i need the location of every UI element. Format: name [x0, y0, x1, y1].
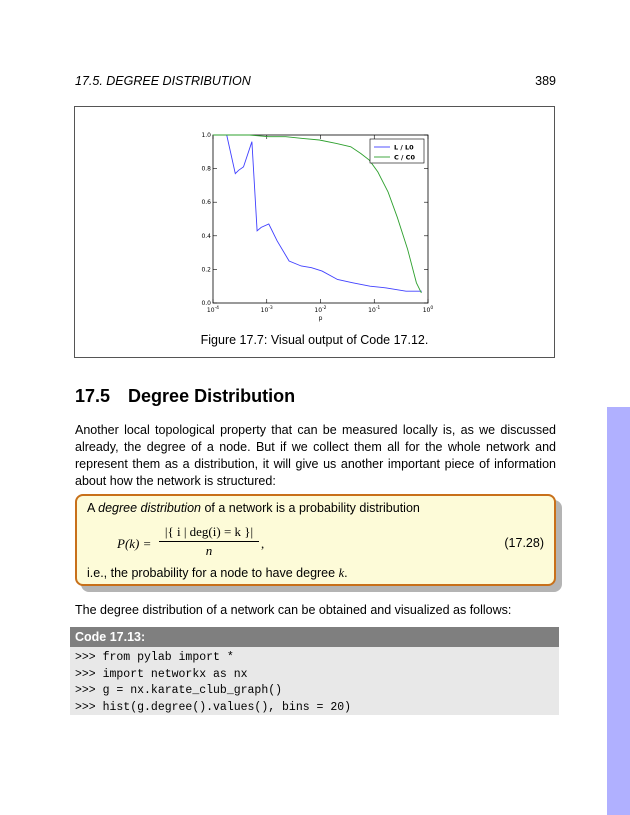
- definition-statement: [87, 501, 420, 515]
- x-tick-label: $10^0$: [422, 306, 434, 314]
- y-tick-label: 0.6: [201, 199, 211, 207]
- y-tick-label: 0.8: [201, 165, 211, 173]
- legend-label: L / L0: [394, 143, 414, 152]
- y-tick-label: 0.4: [201, 232, 211, 240]
- section-title: Degree Distribution: [128, 386, 296, 406]
- figure-box: [74, 106, 555, 358]
- running-head: [75, 74, 556, 90]
- x-tick-label: $10^{-4}$: [206, 306, 220, 314]
- y-tick-label: 1.0: [201, 132, 211, 139]
- formula-fraction: [159, 524, 259, 559]
- page-number: 389: [535, 74, 556, 88]
- formula-numerator: |{ i | deg(i) = k }|: [159, 524, 259, 542]
- definition-term: degree distribution: [98, 501, 201, 515]
- formula-denominator: n: [205, 543, 213, 558]
- formula-lhs: P(k) =: [117, 536, 152, 551]
- explanation-text: i.e., the probability for a node to have degree: [87, 566, 339, 580]
- equation-number: (17.28): [504, 536, 544, 550]
- chapter-side-tab: [607, 407, 630, 815]
- y-tick-label: 0.2: [201, 266, 211, 274]
- definition-explanation: [87, 566, 348, 581]
- y-tick-label: 0.0: [201, 300, 211, 307]
- code-line: >>> import networkx as nx: [75, 667, 248, 681]
- code-line: >>> hist(g.degree().values(), bins = 20): [75, 700, 352, 714]
- paragraph-code-intro: The degree distribution of a network can be obtained and visualized as follows:: [75, 603, 512, 617]
- legend-label: C / C0: [394, 153, 415, 162]
- code-line: >>> g = nx.karate_club_graph(): [75, 684, 283, 697]
- definition-suffix: of a network is a probability distribution: [200, 501, 420, 515]
- x-tick-label: $10^{-1}$: [368, 306, 381, 314]
- code-line: >>> from pylab import *: [75, 651, 234, 664]
- code-block: [70, 647, 559, 715]
- code-header: Code 17.13:: [70, 627, 559, 647]
- paragraph-intro: Another local topological property that can be measured locally is, as we discussed already, the degree of a node. But if we collect them all for the whole network and represent them as a distribution, it will give us another important piece of information about how the network is structured:: [75, 423, 556, 488]
- line-chart: [195, 125, 435, 325]
- x-axis-label: p: [318, 315, 323, 322]
- figure-caption: Figure 17.7: Visual output of Code 17.12.: [200, 333, 429, 347]
- x-tick-label: $10^{-3}$: [260, 306, 273, 314]
- running-head-title: 17.5. DEGREE DISTRIBUTION: [75, 74, 251, 88]
- x-tick-label: $10^{-2}$: [314, 306, 327, 314]
- section-heading: [75, 386, 295, 407]
- definition-box: [75, 494, 556, 586]
- formula-comma: ,: [261, 536, 265, 551]
- definition-prefix: A: [87, 501, 99, 515]
- explanation-variable: k: [338, 566, 345, 580]
- explanation-period: .: [344, 566, 348, 580]
- section-number: 17.5: [75, 386, 111, 406]
